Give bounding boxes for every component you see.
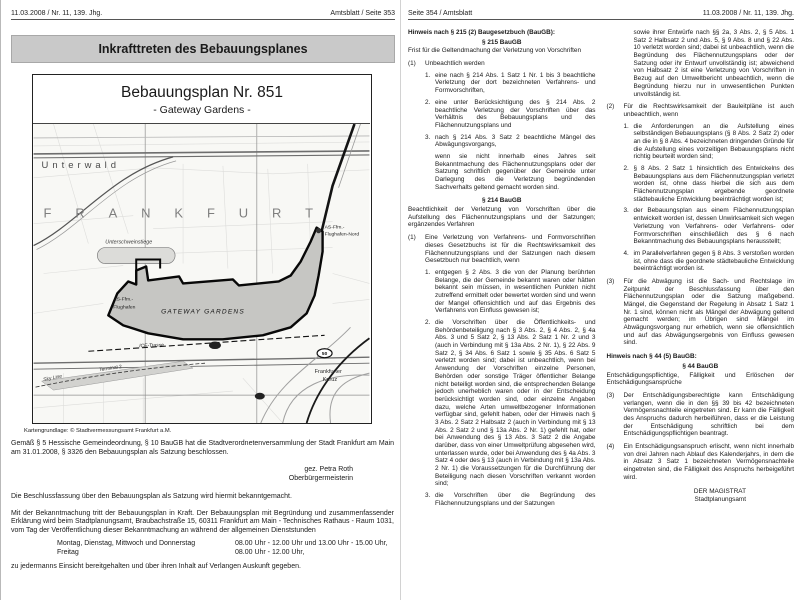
section-214-heading: § 214 BauGB bbox=[482, 197, 522, 205]
list-item bbox=[425, 269, 596, 315]
opening-hours-row bbox=[57, 540, 395, 549]
signature-dept: Stadtplanungsamt bbox=[694, 496, 746, 504]
page-header bbox=[408, 10, 794, 20]
item-number: 3. bbox=[425, 492, 431, 500]
text-column-1 bbox=[408, 29, 596, 508]
paragraph-number: (4) bbox=[606, 443, 615, 450]
label-sky-line: Sky Line bbox=[42, 373, 63, 384]
item-text: entgegen § 2 Abs. 3 die von der Planung berührten Belange, die der Gemeinde bekannt waren oder hätten bekannt sein müssen, in wesentlichen Punkten nicht zutreffend ermittelt oder bewertet worden sind und wenn der Mangel offensichtlich und auf das Ergebnis des Verfahrens von Einfluss gewesen ist; bbox=[435, 268, 596, 315]
opening-hours-table bbox=[57, 540, 395, 558]
plan-map-figure bbox=[32, 74, 372, 424]
header-date: 11.03.2008 / Nr. 11, 139. Jhg. bbox=[11, 10, 103, 17]
map-title: Bebauungsplan Nr. 851 bbox=[120, 84, 284, 101]
label-as-nord-2: Flughafen-Nord bbox=[324, 231, 360, 238]
opening-days: Montag, Dienstag, Mittwoch und Donnerstag bbox=[57, 540, 196, 548]
item-text: die Anforderungen an die Aufstellung eines selbständigen Bebauungsplans (§ 8 Abs. 2 Satz 2) oder an die in § 8 Abs. 4 bezeichneten dringenden Gründe für die Aufstellung eines vorzeitigen Bebauungsplans nicht richtig beurteilt worden sind; bbox=[633, 122, 794, 161]
item-number: 2. bbox=[623, 165, 629, 172]
item-text: eine unter Berücksichtigung des § 214 Abs. 2 beachtliche Verletzung der Vorschriften über das Verhältnis des Bebauungsplans und des Flächennutzungsplans und bbox=[435, 98, 596, 129]
list-item bbox=[624, 207, 795, 245]
label-unterwald: Unterwald bbox=[41, 159, 120, 171]
paragraph-text: Für die Rechtswirksamkeit der Bauleitpläne ist auch unbeachtlich, wenn bbox=[623, 103, 794, 118]
gazette-page-354 bbox=[400, 0, 800, 600]
item-text: die Vorschriften über die Begründung des Flächennutzungsplans und der Satzungen bbox=[435, 492, 596, 507]
label-as-flughafen-1: AS-Ffm.- bbox=[113, 296, 134, 303]
item-text: der Bebauungsplan aus einem Flächennutzungsplan entwickelt worden ist, dessen Unwirksamkeit sich wegen Verletzung von Verfahrens- oder Verfahrens- oder Formvorschriften einschließlich des § 6 nach Bekanntmachung des Bebauungsplans herausstellt; bbox=[633, 207, 794, 246]
item-number: 1. bbox=[623, 122, 629, 130]
item-number: 1. bbox=[425, 71, 431, 79]
list-item bbox=[425, 319, 596, 488]
item-number: 3. bbox=[425, 133, 431, 141]
paragraph-215-1 bbox=[408, 60, 596, 68]
header-date: 11.03.2008 / Nr. 11, 139. Jhg. bbox=[702, 10, 794, 17]
item-3-continuation: sowie ihrer Entwürfe nach §§ 2a, 3 Abs. 2, § 5 Abs. 1 Satz 2 Halbsatz 2 und Abs. 5, § 9 Abs. 8 und § 22 Abs. 10 verletzt worden sind; dabei ist unbeachtlich, wenn die Begründung des Flächennutzungsplans oder der Satzung oder ihr Entwurf unvollständig ist; abweichend von Halbsatz 2 ist eine Verletzung von Vorschriften in Bezug auf den Umweltbericht unbeachtlich, wenn die Begründung hierzu nur in unwesentlichen Punkten unvollständig ist. bbox=[633, 29, 794, 98]
label-frankfurter-kreuz-2: Kreuz bbox=[322, 377, 338, 384]
opening-hours-row bbox=[57, 549, 395, 558]
item-number: 2. bbox=[425, 98, 431, 106]
paragraph-text: Eine Verletzung von Verfahrens- und Formvorschriften dieses Gesetzbuchs ist für die Rechtswirksamkeit des Flächennutzungsplans und der Satzungen nach diesem Gesetzbuch nur beachtlich, wenn bbox=[425, 234, 596, 265]
paragraph-text: Der Entschädigungsberechtigte kann Entschädigung verlangen, wenn die in den §§ 39 bis 42 bezeichneten Vermögensnachteile eingetreten sind. Er kann die Fälligkeit des Anspruchs dadurch herbeiführen, dass er die Leistung der Entschädigung schriftlich bei dem Entschädigungspflichtigen beantragt. bbox=[623, 391, 794, 438]
section-44-heading: § 44 BauGB bbox=[682, 362, 719, 370]
item-text: eine nach § 214 Abs. 1 Satz 1 Nr. 1 bis 3 beachtliche Verletzung der dort bezeichneten Verfahrens- und Formvorschriften, bbox=[435, 71, 596, 95]
label-unterschweinstiege: Unterschweinstiege bbox=[105, 239, 153, 246]
paragraph-44-3 bbox=[607, 392, 795, 438]
article-title: Inkrafttreten des Bebauungsplanes bbox=[11, 35, 395, 63]
signature-org: DER MAGISTRAT bbox=[693, 488, 746, 496]
magistrat-signature bbox=[607, 488, 795, 504]
list-item bbox=[425, 492, 596, 507]
label-gateway-gardens: GATEWAY GARDENS bbox=[161, 308, 245, 316]
label-frankfurt: FRANKFURT bbox=[43, 205, 337, 221]
header-page-number: Amtsblatt / Seite 353 bbox=[330, 10, 395, 17]
map-source-caption: Kartengrundlage: © Stadtvermessungsamt Frankfurt a.M. bbox=[24, 428, 172, 434]
effect-paragraph: Mit der Bekanntmachung tritt der Bebauungsplan in Kraft. Der Bebauungsplan mit Begründung und zusammenfassender Erklärung wird beim Stadtplanungsamt, Braubachstraße 15, 60311 Frankfurt am Main - Technisches Rathaus - Raum 1031, vom Tag der Veröffentlichung dieser Bekanntmachung an während der allgemeinen Dienststunden bbox=[11, 509, 394, 534]
resolution-paragraph: Gemäß § 5 Hessische Gemeindeordnung, § 10 BauGB hat die Stadtverordnetenversammlung der Stadt Frankfurt am Main am 31.01.2008, § 3326 den Bebauungsplan als Satzung beschlossen. bbox=[11, 440, 394, 456]
announcement-paragraph: Die Beschlussfassung über den Bebauungsplan als Satzung wird hiermit bekanntgemacht. bbox=[11, 493, 292, 501]
paragraph-214-3 bbox=[607, 278, 795, 347]
paragraph-number: (3) bbox=[606, 391, 615, 399]
list-item bbox=[425, 134, 596, 149]
opening-days: Freitag bbox=[57, 549, 79, 556]
paragraph-44-4 bbox=[607, 443, 795, 481]
route-badge-dark-1 bbox=[209, 341, 221, 349]
paragraph-number: (1) bbox=[408, 60, 416, 68]
signature-role: Oberbürgermeisterin bbox=[288, 474, 353, 482]
label-terminal-2: Terminal 2 bbox=[98, 364, 123, 374]
junction-icon bbox=[316, 228, 321, 233]
paragraph-text: Für die Abwägung ist die Sach- und Rechtslage im Zeitpunkt der Beschlussfassung über den Flächennutzungsplan oder die Satzung maßgebend. Mängel, die Gegenstand der Regelung in Absatz 1 Satz 1 Nr. 1 sind, können nicht als Mängel der Abwägung geltend gemacht werden; im Übrigen sind Mängel im Abwägungsvorgang nur erheblich, wenn sie offensichtlich und auf das Abwägungsergebnis von Einfluss gewesen sind. bbox=[623, 277, 794, 347]
section-214-subtitle: Beachtlichkeit der Verletzung von Vorschriften über die Aufstellung des Flächennutzungsplans und der Satzungen; ergänzendes Verfahren bbox=[408, 206, 596, 229]
paragraph-number: (1) bbox=[408, 234, 416, 242]
hinweis-215-heading: Hinweis nach § 215 (2) Baugesetzbuch (BauGB): bbox=[408, 29, 556, 36]
signature-name: gez. Petra Roth bbox=[304, 466, 353, 474]
item-text: nach § 214 Abs. 3 Satz 2 beachtliche Mängel des Abwägungsvorgangs, bbox=[435, 133, 596, 149]
paragraph-text: Ein Entschädigungsanspruch erlischt, wenn nicht innerhalb von drei Jahren nach Ablauf des Kalenderjahrs, in dem die in Absatz 3 Satz 1 bezeichneten Vermögensnachteile eingetreten sind, die Fälligkeit des Anspruchs herbeigeführt wird. bbox=[623, 443, 794, 481]
section-44-subtitle: Entschädigungspflichtige, Fälligkeit und Erlöschen der Entschädigungsansprüche bbox=[606, 371, 794, 387]
list-item bbox=[425, 72, 596, 95]
hinweis-44-heading: Hinweis nach § 44 (5) BauGB: bbox=[606, 353, 697, 361]
list-item bbox=[624, 123, 795, 161]
item-text: die Vorschriften über die Öffentlichkeits- und Behördenbeteiligung nach § 3 Abs. 2, § 4 Abs. 2, § 4a Abs. 3 und 5 Satz 2, § 13 Abs. 2 Satz 1 Nr. 2 und 3 (auch in Verbindung mit § 13a Abs. 2 Nr. 1), § 22 Abs. 9 Satz 2, § 34 Abs. 6 Satz 1 sowie § 35 Abs. 6 Satz 5 verletzt worden sind; dabei ist unbeachtlich, wenn bei Anwendung der Vorschriften einzelne Personen, Behörden oder sonstige Träger öffentlicher Belange nicht beteiligt worden sind, die entsprechenden Belange jedoch unerheblich waren oder in der Entscheidung berücksichtigt worden sind, oder einzelne Angaben dazu, welche Arten umweltbezogener Informationen verfügbar sind, gefehlt haben, oder der Hinweis nach § 3 Abs. 2 Satz 2 Halbsatz 2 (auch in Verbindung mit § 13 Abs. 2 Satz 2 und § 13a Abs. 2 Nr. 1) gefehlt hat, oder bei Anwendung des § 13 Abs. 3 Satz 2 die Angabe darüber, dass von einer Umweltprüfung abgesehen wird, unterlassen wurde, oder bei Anwendung des § 4a Abs. 3 Satz 4 oder des § 13 (auch in Verbindung mit § 13a Abs. 2 Nr. 1) die Voraussetzungen für die Durchführung der Beteiligung nach diesen Vorschriften verkannt worden sind; bbox=[435, 319, 596, 488]
paragraph-number: (3) bbox=[606, 277, 615, 285]
section-215-heading: § 215 BauGB bbox=[482, 38, 522, 46]
section-215-subtitle: Frist für die Geltendmachung der Verletzung von Vorschriften bbox=[408, 47, 581, 55]
item-number: 3. bbox=[623, 207, 629, 215]
paragraph-number: (2) bbox=[606, 103, 615, 111]
inspection-paragraph: zu jedermanns Einsicht bereitgehalten und über ihren Inhalt auf Verlangen Auskunft gegeben. bbox=[11, 562, 301, 570]
item-number: 2. bbox=[425, 319, 431, 326]
opening-times: 08.00 Uhr - 12.00 Uhr und 13.00 Uhr - 15.00 Uhr, bbox=[235, 540, 388, 548]
paragraph-214-2 bbox=[607, 103, 795, 118]
signature-block bbox=[11, 466, 395, 483]
label-as-flughafen-2: Flughafen bbox=[113, 304, 136, 311]
opening-times: 08.00 Uhr - 12.00 Uhr, bbox=[235, 549, 305, 556]
list-item bbox=[425, 99, 596, 130]
label-as-nord-1: AS-Ffm.- bbox=[324, 224, 345, 231]
item-number: 1. bbox=[425, 268, 431, 276]
paragraph-215-tail: wenn sie nicht innerhalb eines Jahres seit Bekanntmachung des Flächennutzungsplans oder der Satzung schriftlich gegenüber der Gemeinde unter Darlegung des die Verletzung begründenden Sachverhalts geltend gemacht worden sind. bbox=[435, 152, 596, 191]
paragraph-text: Unbeachtlich werden bbox=[425, 60, 485, 68]
label-badge-50: 50 bbox=[321, 352, 328, 358]
header-page-number: Seite 354 / Amtsblatt bbox=[408, 10, 473, 17]
paragraph-214-1 bbox=[408, 234, 596, 265]
text-column-2 bbox=[607, 29, 795, 508]
city-map bbox=[33, 123, 370, 423]
map-subtitle: - Gateway Gardens - bbox=[153, 104, 251, 116]
label-ice-trasse: ICE-Trasse bbox=[139, 342, 165, 350]
list-item bbox=[624, 250, 795, 273]
page-header bbox=[11, 10, 395, 20]
list-item bbox=[624, 165, 795, 203]
item-text: § 8 Abs. 2 Satz 1 hinsichtlich des Entwickelns des Bebauungsplans aus dem Flächennutzungsplan verletzt worden ist, ohne dass hierbei die sich aus dem Flächennutzungsplan ergebende geordnete städtebauliche Entwicklung beeinträchtigt worden ist; bbox=[633, 165, 794, 203]
route-badge-dark-2 bbox=[255, 393, 265, 400]
item-number: 4. bbox=[623, 249, 629, 257]
item-text: im Parallelverfahren gegen § 8 Abs. 3 verstoßen worden ist, ohne dass die geordnete städtebauliche Entwicklung beeinträchtigt worden ist. bbox=[633, 249, 794, 273]
label-frankfurter-kreuz-1: Frankfurter bbox=[314, 369, 342, 376]
